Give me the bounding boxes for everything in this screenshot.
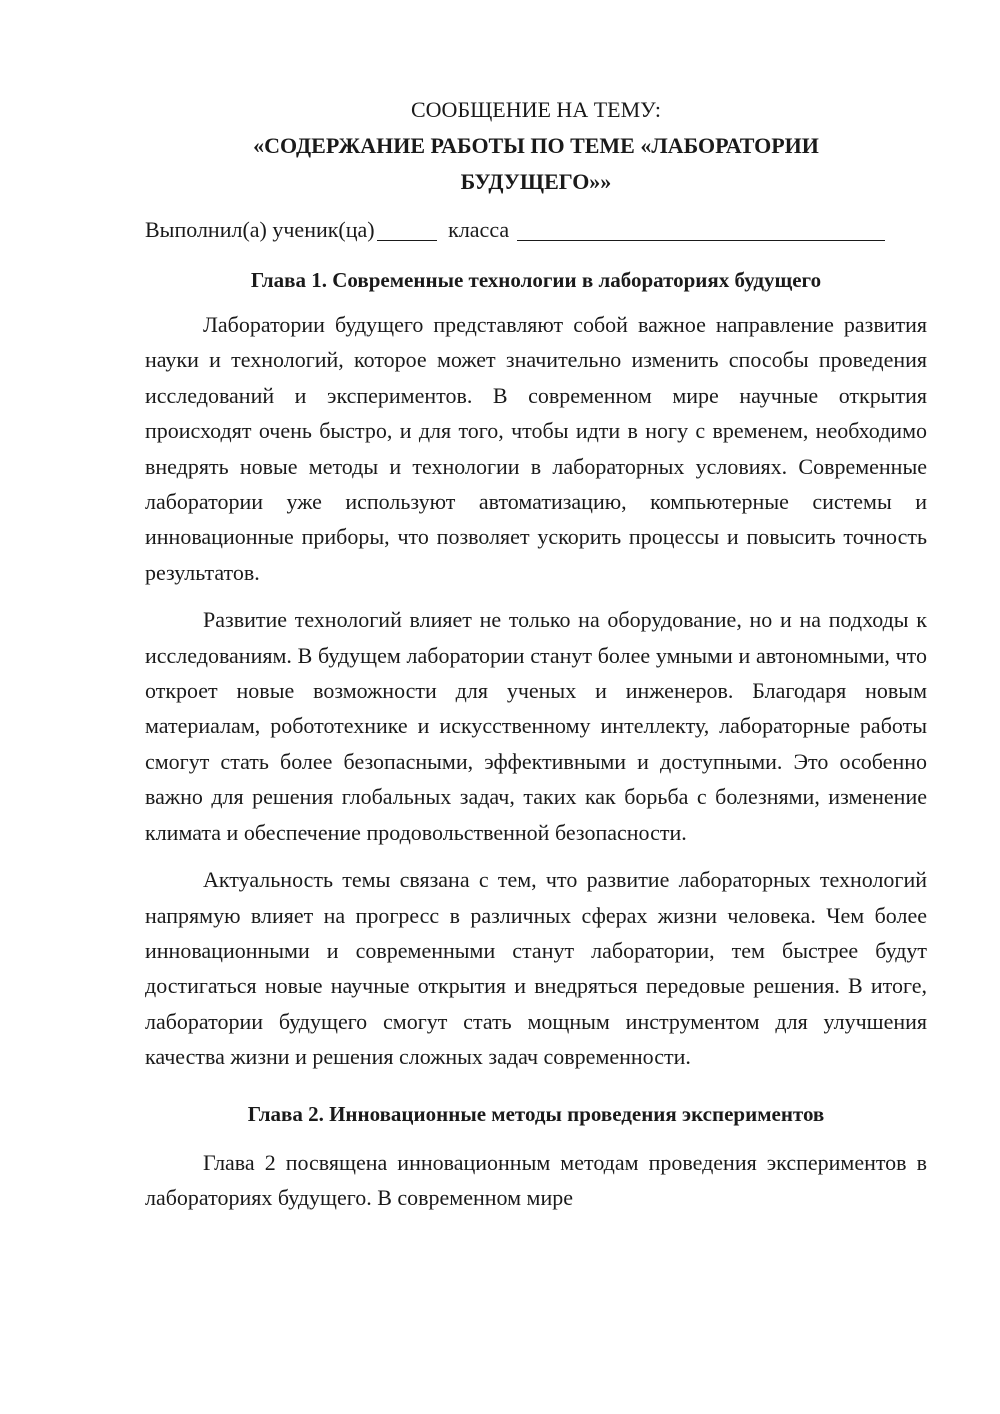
document-page: [145, 92, 927, 1227]
author-line: [145, 214, 927, 245]
class-number-blank: [377, 218, 437, 241]
chapter-1-paragraph-2: Развитие технологий влияет не только на оборудование, но и на подходы к исследованиям. В будущем лаборатории станут более умными и автономными, что откроет новые возможности для ученых и инженеров. Благодаря новым материалам, робототехнике и искусственному интеллекту, лабораторные работы смогут стать более безопасными, эффективными и доступными. Это особенно важно для решения глобальных задач, таких как борьба с болезнями, изменение климата и обеспечение продовольственной безопасности.: [145, 607, 927, 845]
author-label: Выполнил(а) ученик(ца): [145, 217, 375, 242]
topic-title-line-1: «СОДЕРЖАНИЕ РАБОТЫ ПО ТЕМЕ «ЛАБОРАТОРИИ: [253, 133, 819, 158]
student-name-blank: [517, 218, 885, 241]
chapter-1-title: Глава 1. Современные технологии в лабораториях будущего: [250, 268, 822, 292]
message-heading: СООБЩЕНИЕ НА ТЕМУ:: [411, 97, 661, 122]
topic-title-line-2: БУДУЩЕГО»»: [460, 169, 612, 194]
chapter-2-title: Глава 2. Инновационные методы проведения экспериментов: [247, 1101, 825, 1126]
title-block: [145, 92, 927, 200]
class-label: класса: [448, 217, 510, 242]
chapter-1-paragraph-3: Актуальность темы связана с тем, что развитие лабораторных технологий напрямую влияет на прогресс в различных сферах жизни человека. Чем более инновационными и современными станут лаборатории, тем быстрее будут достигаться новые научные открытия и внедряться передовые решения. В итоге, лаборатории будущего смогут стать мощным инструментом для улучшения качества жизни и решения сложных задач современности.: [145, 867, 927, 1070]
chapter-1-paragraph-1: Лаборатории будущего представляют собой важное направление развития науки и технологий, которое может значительно изменить способы проведения исследований и экспериментов. В современном мире научные открытия происходят очень быстро, и для того, чтобы идти в ногу с временем, необходимо внедрять новые методы и технологии в лабораторных условиях. Современные лаборатории уже используют автоматизацию, компьютерные системы и инновационные приборы, что позволяет ускорить процессы и повысить точность результатов.: [145, 312, 927, 585]
chapter-2-paragraph-1: Глава 2 посвящена инновационным методам проведения экспериментов в лабораториях будущего. В современном мире: [145, 1149, 927, 1210]
